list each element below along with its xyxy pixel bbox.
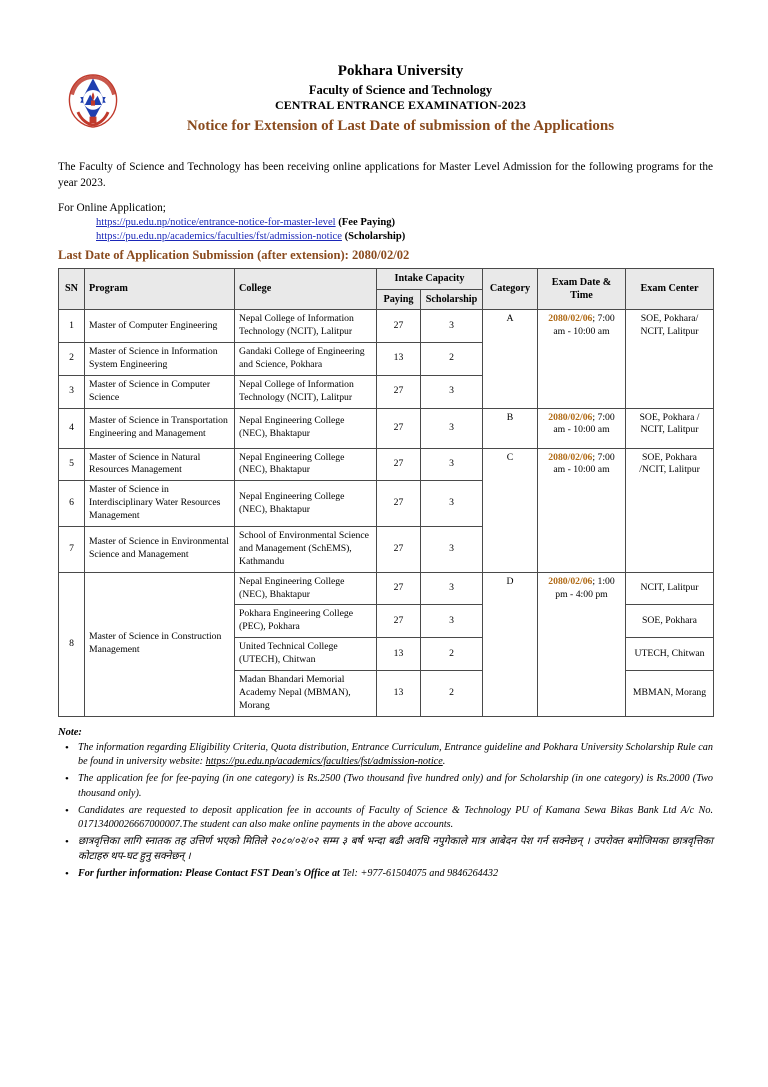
- cell-exam-center: SOE, Pokhara / NCIT, Lalitpur: [626, 408, 714, 448]
- notice-title: Notice for Extension of Last Date of submission of the Applications: [186, 118, 615, 135]
- cell-program: Master of Science in Natural Resources Management: [85, 448, 235, 481]
- exam-time: ; 1:00 pm - 4:00 pm: [555, 575, 615, 600]
- cell-exam-center: UTECH, Chitwan: [626, 638, 714, 671]
- cell-paying: 27: [377, 448, 421, 481]
- university-name: Pokhara University: [337, 63, 464, 79]
- cell-sn: 3: [59, 375, 85, 408]
- cell-sn: 2: [59, 342, 85, 375]
- cell-exam-center: SOE, Pokhara: [626, 605, 714, 638]
- header-category: Category: [483, 269, 538, 310]
- cell-college: United Technical College (UTECH), Chitwan: [235, 638, 377, 671]
- note-item: [78, 804, 713, 833]
- cell-sn: 7: [59, 526, 85, 572]
- cell-category: B: [483, 408, 538, 448]
- contact-value: Tel: +977-61504075 and 9846264432: [342, 867, 499, 879]
- header-exam-date-time: Exam Date & Time: [538, 269, 626, 310]
- cell-college: Nepal Engineering College (NEC), Bhaktapur: [235, 408, 377, 448]
- cell-exam-date-time: [538, 572, 626, 716]
- cell-scholarship: 3: [421, 408, 483, 448]
- cell-exam-date-time: [538, 310, 626, 408]
- cell-scholarship: 3: [421, 481, 483, 527]
- cell-paying: 27: [377, 481, 421, 527]
- header-sn: SN: [59, 269, 85, 310]
- cell-sn: 8: [59, 572, 85, 716]
- table-header-row-1: [59, 269, 714, 290]
- cell-category: C: [483, 448, 538, 572]
- nepali-note-text: छात्रवृत्तिका लागि स्नातक तह उत्तिर्ण भएको मितिले २०८०/०२/०२ सम्म ३ बर्ष भन्दा बढी अवधि नपुगेकाले मात्र आबेदन पेश गर्न सक्नेछन् । उपरोक्त बमोजिमका छात्रवृत्तिका कोटाहरु थप-घट हुनु सक्नेछन् ।: [78, 836, 713, 862]
- cell-exam-center: NCIT, Lalitpur: [626, 572, 714, 605]
- cell-program: Master of Science in Construction Management: [85, 572, 235, 716]
- cell-college: Nepal College of Information Technology (NCIT), Lalitpur: [235, 375, 377, 408]
- cell-scholarship: 2: [421, 342, 483, 375]
- cell-program: Master of Science in Environmental Science and Management: [85, 526, 235, 572]
- cell-exam-date-time: [538, 448, 626, 572]
- cell-program: Master of Science in Interdisciplinary Water Resources Management: [85, 481, 235, 527]
- note-text: The application fee for fee-paying (in one category) is Rs.2500 (Two thousand five hundred only) and for Scholarship (in one category) is Rs.2000 (Two thousand only).: [78, 773, 713, 799]
- cell-program: Master of Computer Engineering: [85, 310, 235, 343]
- cell-category: D: [483, 572, 538, 716]
- cell-paying: 27: [377, 572, 421, 605]
- programs-table: [58, 268, 714, 717]
- scholarship-link-row: [58, 231, 713, 242]
- cell-college: Gandaki College of Engineering and Science, Pokhara: [235, 342, 377, 375]
- header-exam-center: Exam Center: [626, 269, 714, 310]
- cell-sn: 6: [59, 481, 85, 527]
- exam-time: ; 7:00 am - 10:00 am: [553, 313, 615, 338]
- document-header: [58, 62, 713, 142]
- note-text: The information regarding Eligibility Criteria, Quota distribution, Entrance Curriculum, Entrance guideline and Pokhara University Scholarship Rule can be found in university website:: [78, 741, 713, 767]
- cell-scholarship: 3: [421, 448, 483, 481]
- cell-program: Master of Science in Transportation Engineering and Management: [85, 408, 235, 448]
- cell-sn: 4: [59, 408, 85, 448]
- cell-scholarship: 2: [421, 638, 483, 671]
- cell-paying: 27: [377, 605, 421, 638]
- pokhara-university-logo-icon: [64, 70, 122, 132]
- contact-label: For further information: Please Contact FST Dean's Office at: [78, 867, 340, 879]
- exam-date: 2080/02/06: [548, 411, 593, 423]
- cell-scholarship: 2: [421, 671, 483, 717]
- cell-exam-center: SOE, Pokhara/ NCIT, Lalitpur: [626, 310, 714, 408]
- header-college: College: [235, 269, 377, 310]
- admission-notice-link[interactable]: https://pu.edu.np/academics/faculties/fst/admission-notice: [205, 755, 443, 767]
- table-row: [59, 572, 714, 605]
- cell-scholarship: 3: [421, 605, 483, 638]
- cell-exam-center: MBMAN, Morang: [626, 671, 714, 717]
- note-item: [78, 741, 713, 770]
- exam-date: 2080/02/06: [548, 451, 593, 463]
- intro-paragraph: The Faculty of Science and Technology has been receiving online applications for Master Level Admission for the following programs for the year 2023.: [58, 161, 713, 190]
- cell-paying: 27: [377, 375, 421, 408]
- online-application-label: For Online Application;: [58, 202, 166, 215]
- exam-time: ; 7:00 am - 10:00 am: [553, 451, 615, 476]
- cell-exam-date-time: [538, 408, 626, 448]
- header-scholarship: Scholarship: [421, 289, 483, 310]
- header-title-block: [58, 62, 713, 137]
- cell-paying: 27: [377, 408, 421, 448]
- cell-scholarship: 3: [421, 375, 483, 408]
- cell-college: Nepal Engineering College (NEC), Bhaktapur: [235, 572, 377, 605]
- cell-college: Madan Bhandari Memorial Academy Nepal (MBMAN), Morang: [235, 671, 377, 717]
- faculty-name: Faculty of Science and Technology: [308, 82, 493, 97]
- exam-date: 2080/02/06: [548, 575, 593, 587]
- last-date-heading: Last Date of Application Submission (after extension): 2080/02/02: [58, 248, 410, 263]
- exam-date: 2080/02/06: [548, 313, 593, 325]
- cell-scholarship: 3: [421, 526, 483, 572]
- cell-college: Nepal College of Information Technology (NCIT), Lalitpur: [235, 310, 377, 343]
- cell-program: Master of Science in Information System Engineering: [85, 342, 235, 375]
- scholarship-link[interactable]: https://pu.edu.np/academics/faculties/fst/admission-notice: [96, 231, 342, 243]
- note-item-contact: [78, 867, 713, 881]
- note-item: [78, 772, 713, 801]
- note-item-nepali: [78, 835, 713, 864]
- note-text-post: .: [442, 755, 446, 767]
- cell-paying: 13: [377, 638, 421, 671]
- header-intake-capacity: Intake Capacity: [377, 269, 483, 290]
- notes-list: [58, 741, 713, 882]
- cell-paying: 13: [377, 342, 421, 375]
- cell-college: Nepal Engineering College (NEC), Bhaktapur: [235, 448, 377, 481]
- cell-college: Pokhara Engineering College (PEC), Pokhara: [235, 605, 377, 638]
- cell-sn: 5: [59, 448, 85, 481]
- cell-category: A: [483, 310, 538, 408]
- cell-exam-center: SOE, Pokhara /NCIT, Lalitpur: [626, 448, 714, 572]
- exam-time: ; 7:00 am - 10:00 am: [553, 411, 615, 436]
- cell-paying: 27: [377, 310, 421, 343]
- table-row: [59, 448, 714, 481]
- cell-paying: 13: [377, 671, 421, 717]
- header-paying: Paying: [377, 289, 421, 310]
- cell-scholarship: 3: [421, 310, 483, 343]
- cell-scholarship: 3: [421, 572, 483, 605]
- table-row: [59, 310, 714, 343]
- note-title: Note:: [58, 726, 82, 738]
- cell-sn: 1: [59, 310, 85, 343]
- scholarship-tag: (Scholarship): [344, 231, 406, 243]
- cell-college: Nepal Engineering College (NEC), Bhaktapur: [235, 481, 377, 527]
- table-row: [59, 408, 714, 448]
- fee-paying-link[interactable]: https://pu.edu.np/notice/entrance-notice-for-master-level: [96, 217, 336, 229]
- header-program: Program: [85, 269, 235, 310]
- exam-name: CENTRAL ENTRANCE EXAMINATION-2023: [274, 98, 527, 113]
- document-content: [58, 62, 713, 881]
- fee-paying-tag: (Fee Paying): [338, 217, 396, 229]
- cell-college: School of Environmental Science and Management (SchEMS), Kathmandu: [235, 526, 377, 572]
- note-text: Candidates are requested to deposit application fee in accounts of Faculty of Science & Technology PU of Kamana Sewa Bikas Bank Ltd A/c No. 01713400026667000007.The student can also make online payments in the above accounts.: [78, 804, 713, 831]
- fee-paying-link-row: [58, 217, 713, 228]
- cell-program: Master of Science in Computer Science: [85, 375, 235, 408]
- cell-paying: 27: [377, 526, 421, 572]
